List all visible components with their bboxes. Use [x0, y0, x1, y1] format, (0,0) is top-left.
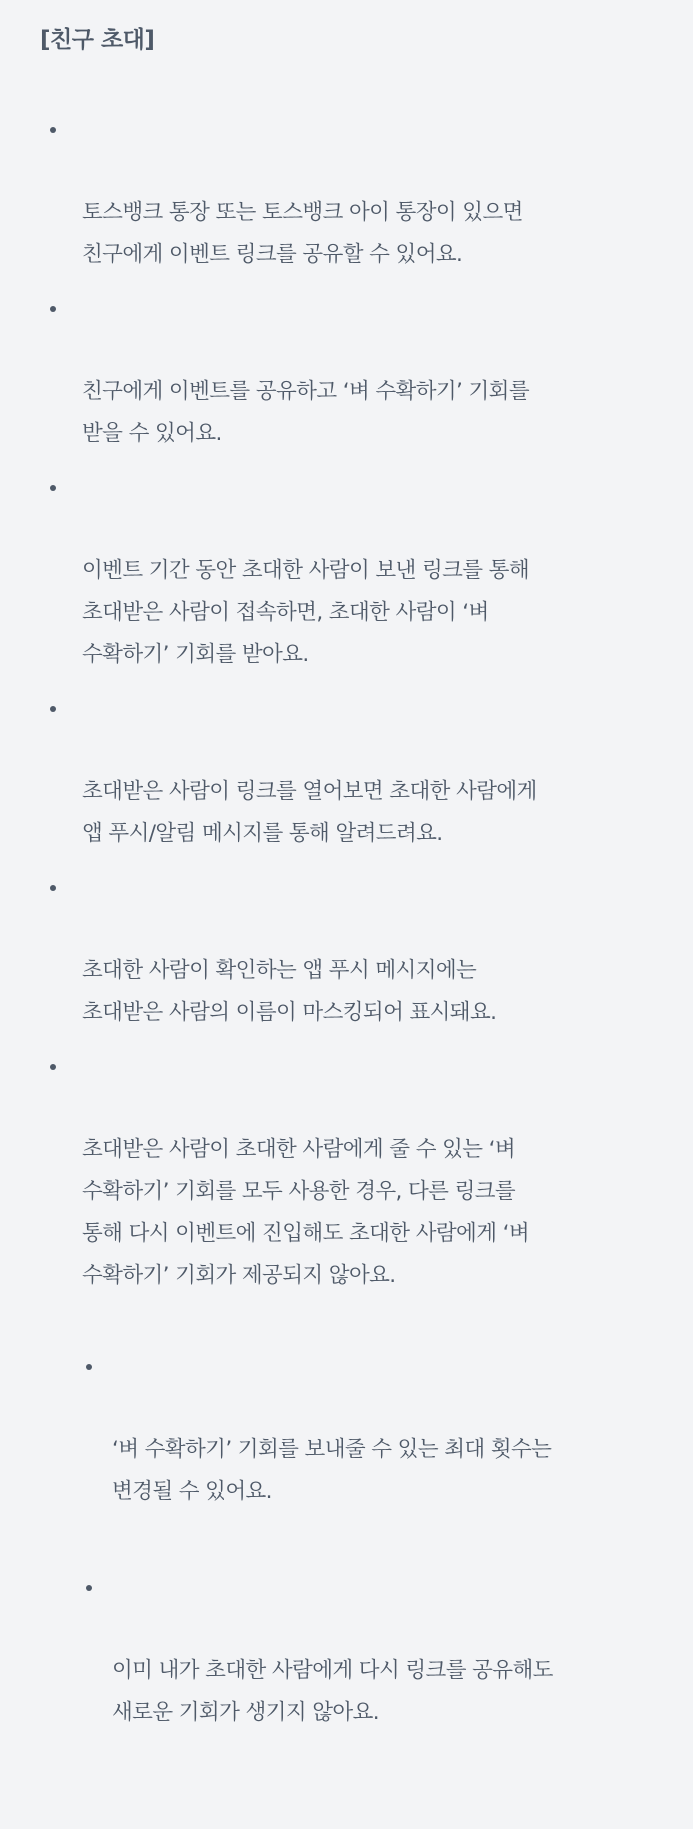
sub-list-item	[76, 1345, 663, 1513]
list-item	[40, 466, 663, 676]
list-item	[40, 287, 663, 455]
sub-list-item-text: 이미 내가 초대한 사람에게 다시 링크를 공유해도 새로운 기회가 생기지 않아요.	[112, 1658, 553, 1725]
list-item-text: 초대받은 사람이 초대한 사람에게 줄 수 있는 ‘벼 수확하기’ 기회를 모두 사용한 경우, 다른 링크를 통해 다시 이벤트에 진입해도 초대한 사람에게 ‘벼 수확하기’ 기회가 제공되지 않아요.	[82, 1137, 530, 1288]
list-item-text: 토스뱅크 통장 또는 토스뱅크 아이 통장이 있으면 친구에게 이벤트 링크를 공유할 수 있어요.	[82, 200, 523, 267]
list-item	[40, 687, 663, 855]
bullet-icon	[50, 127, 56, 133]
bullet-icon	[50, 306, 56, 312]
bullet-icon	[50, 1064, 56, 1070]
list-item-text: 이벤트 기간 동안 초대한 사람이 보낸 링크를 통해 초대받은 사람이 접속하면, 초대한 사람이 ‘벼 수확하기’ 기회를 받아요.	[82, 558, 530, 667]
list-item-text: 초대한 사람이 확인하는 앱 푸시 메시지에는 초대받은 사람의 이름이 마스킹되어 표시돼요.	[82, 958, 497, 1025]
sub-notice-list	[76, 1303, 663, 1787]
notice-list	[40, 108, 663, 1829]
bullet-icon	[86, 1364, 92, 1370]
list-item	[40, 866, 663, 1034]
bullet-icon	[86, 1585, 92, 1591]
sub-list-item	[76, 1566, 663, 1734]
list-item-text: 친구에게 이벤트를 공유하고 ‘벼 수확하기’ 기회를 받을 수 있어요.	[82, 379, 530, 446]
sub-list-item-text: ‘벼 수확하기’ 기회를 보내줄 수 있는 최대 횟수는 변경될 수 있어요.	[112, 1437, 552, 1504]
bullet-icon	[50, 706, 56, 712]
list-item-text: 초대받은 사람이 링크를 열어보면 초대한 사람에게 앱 푸시/알림 메시지를 통해 알려드려요.	[82, 779, 537, 846]
list-item	[40, 1045, 663, 1829]
section-title: [친구 초대]	[40, 27, 155, 53]
list-item	[40, 108, 663, 276]
bullet-icon	[50, 885, 56, 891]
bullet-icon	[50, 485, 56, 491]
